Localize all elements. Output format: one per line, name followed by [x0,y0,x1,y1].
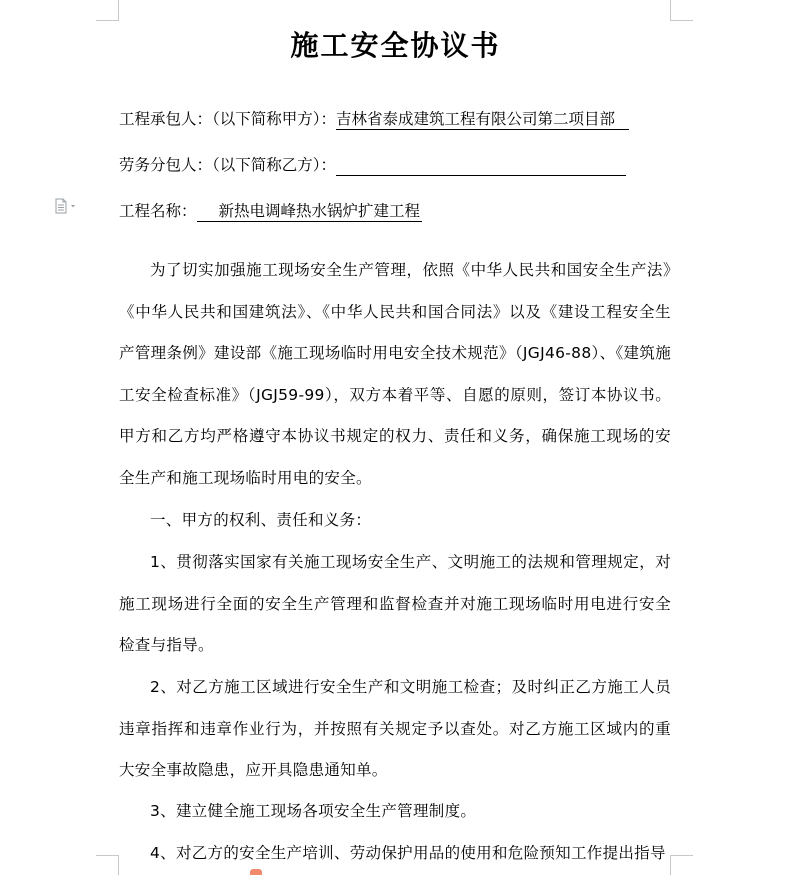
project-name-field [119,200,422,222]
document-title: 施工安全协议书 [290,29,501,62]
contractor-field [119,108,629,130]
clause-1-paragraph: 1、贯彻落实国家有关施工现场安全生产、文明施工的法规和管理规定，对施工现场进行全面的安全生产管理和监督检查并对施工现场临时用电进行安全检查与指导。 [119,553,671,655]
project-name-label: 工程名称： [119,202,197,220]
section-1-heading-text: 一、甲方的权利、责任和义务： [150,511,372,529]
margin-crop-mark-bottom-right [670,855,693,875]
intro-paragraph: 为了切实加强施工现场安全生产管理，依照《中华人民共和国安全生产法》《中华人民共和国建筑法》、《中华人民共和国合同法》以及《建设工程安全生产管理条例》建设部《施工现场临时用电安全技术规范》（JGJ46-88）、《建筑施工安全检查标准》（JGJ59-99），双方本着平等、自愿的原则，签订本协议书。甲方和乙方均严格遵守本协议书规定的权力、责任和义务，确保施工现场的安全生产和施工现场临时用电的安全。 [119,261,671,487]
text-cursor-marker [250,869,262,875]
contractor-value[interactable]: 吉林省泰成建筑工程有限公司第二项目部 [336,109,629,130]
clause-4-paragraph: 4、对乙方的安全生产培训、劳动保护用品的使用和危险预知工作提出指导 [150,844,666,862]
clause-2-paragraph: 2、对乙方施工区域进行安全生产和文明施工检查；及时纠正乙方施工人员违章指挥和违章作业行为，并按照有关规定予以查处。对乙方施工区域内的重大安全事故隐患，应开具隐患通知单。 [119,678,671,780]
clause-3-paragraph: 3、建立健全施工现场各项安全生产管理制度。 [150,802,477,820]
margin-crop-mark-top-right [670,0,693,21]
margin-crop-mark-bottom-left [96,855,119,875]
project-name-value[interactable]: 新热电调峰热水锅炉扩建工程 [197,201,423,222]
subcontractor-value-blank[interactable] [336,155,626,176]
section-1-heading [119,500,671,542]
document-paragraph-icon[interactable] [54,198,78,214]
subcontractor-field [119,154,626,176]
subcontractor-label: 劳务分包人：（以下简称乙方）： [119,156,337,174]
contractor-label: 工程承包人：（以下简称甲方）： [119,110,337,128]
margin-crop-mark-top-left [96,0,119,21]
